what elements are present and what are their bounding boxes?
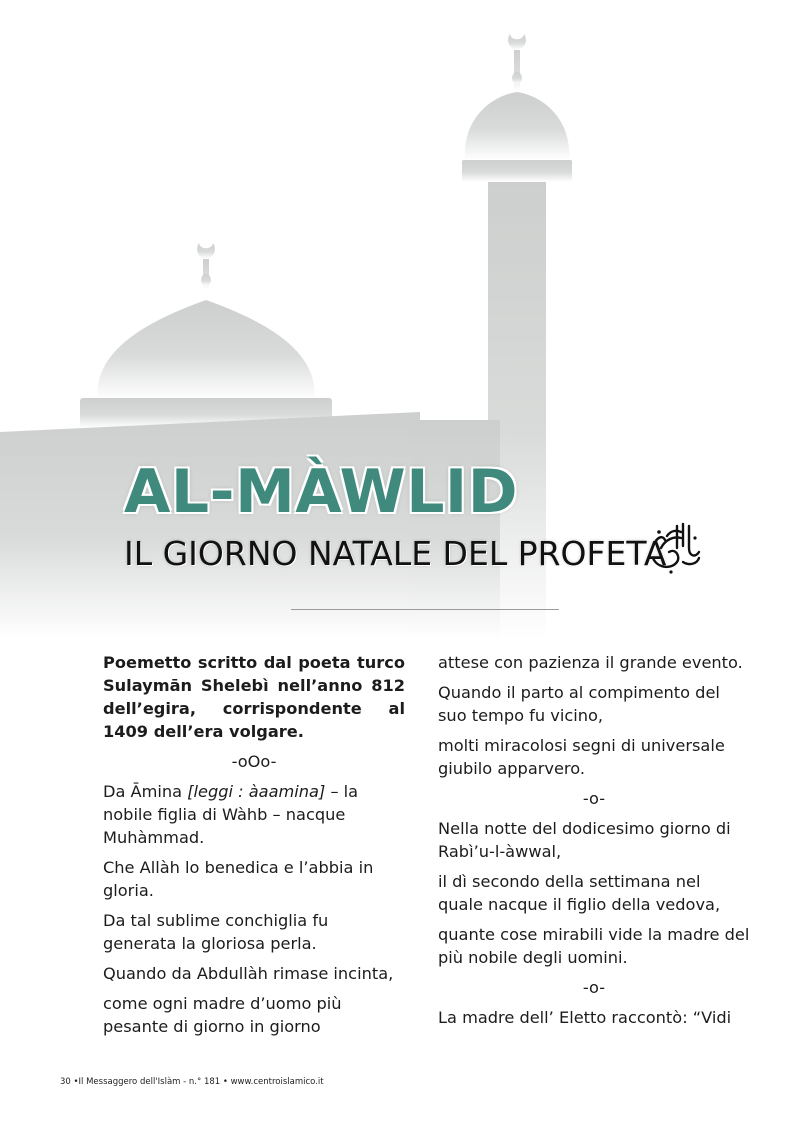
verse-paragraph: La madre dell’ Eletto raccontò: “Vidi bbox=[438, 1008, 732, 1027]
verse-paragraph: il dì secondo della settimana nel quale nacque il figlio della vedova, bbox=[438, 872, 721, 914]
section-separator: -oOo- bbox=[231, 752, 277, 771]
section-separator: -o- bbox=[582, 789, 606, 808]
verse-paragraph: Quando da Abdullàh rimase incinta, bbox=[103, 964, 394, 983]
page-footer: 30 •Il Messaggero dell'Islàm - n.° 181 • www.centroislamico.it bbox=[60, 1077, 324, 1087]
verse-paragraph: Nella notte del dodicesimo giorno di Rabì’u-l-àwwal, bbox=[438, 819, 731, 861]
section-separator: -o- bbox=[582, 978, 606, 997]
minaret-crescent-icon bbox=[508, 34, 526, 50]
verse-text: – la nobile figlia di Wàhb – nacque Muhàmmad. bbox=[103, 782, 359, 847]
verse-paragraph: Che Allàh lo benedica e l’abbia in gloria. bbox=[103, 858, 374, 900]
honorific-calligraphy-icon bbox=[647, 518, 703, 576]
minaret-dome bbox=[465, 92, 569, 160]
verse-paragraph: attese con pazienza il grande evento. bbox=[438, 653, 743, 672]
left-column bbox=[103, 651, 405, 1045]
pronunciation-note: [leggi : àaamina] bbox=[187, 782, 326, 801]
right-column bbox=[438, 651, 750, 1036]
verse-paragraph bbox=[103, 780, 405, 849]
title-divider bbox=[291, 609, 559, 610]
verse-paragraph: quante cose mirabili vide la madre del più nobile degli uomini. bbox=[438, 925, 750, 967]
dome-crescent-icon bbox=[197, 243, 215, 259]
verse-paragraph: come ogni madre d’uomo più pesante di giorno in giorno bbox=[103, 994, 342, 1036]
intro-paragraph: Poemetto scritto dal poeta turco Sulaymān Shelebì nell’anno 812 dell’egira, corrispondente al 1409 dell’era volgare. bbox=[103, 653, 405, 741]
main-dome bbox=[98, 300, 315, 400]
article-title: AL-MÀWLID bbox=[124, 457, 519, 527]
verse-paragraph: molti miracolosi segni di universale giubilo apparvero. bbox=[438, 736, 725, 778]
article-subtitle: IL GIORNO NATALE DEL PROFETA bbox=[124, 534, 667, 573]
verse-paragraph: Quando il parto al compimento del suo tempo fu vicino, bbox=[438, 683, 720, 725]
verse-text: Da Āmina bbox=[103, 782, 188, 801]
verse-paragraph: Da tal sublime conchiglia fu generata la gloriosa perla. bbox=[103, 911, 329, 953]
